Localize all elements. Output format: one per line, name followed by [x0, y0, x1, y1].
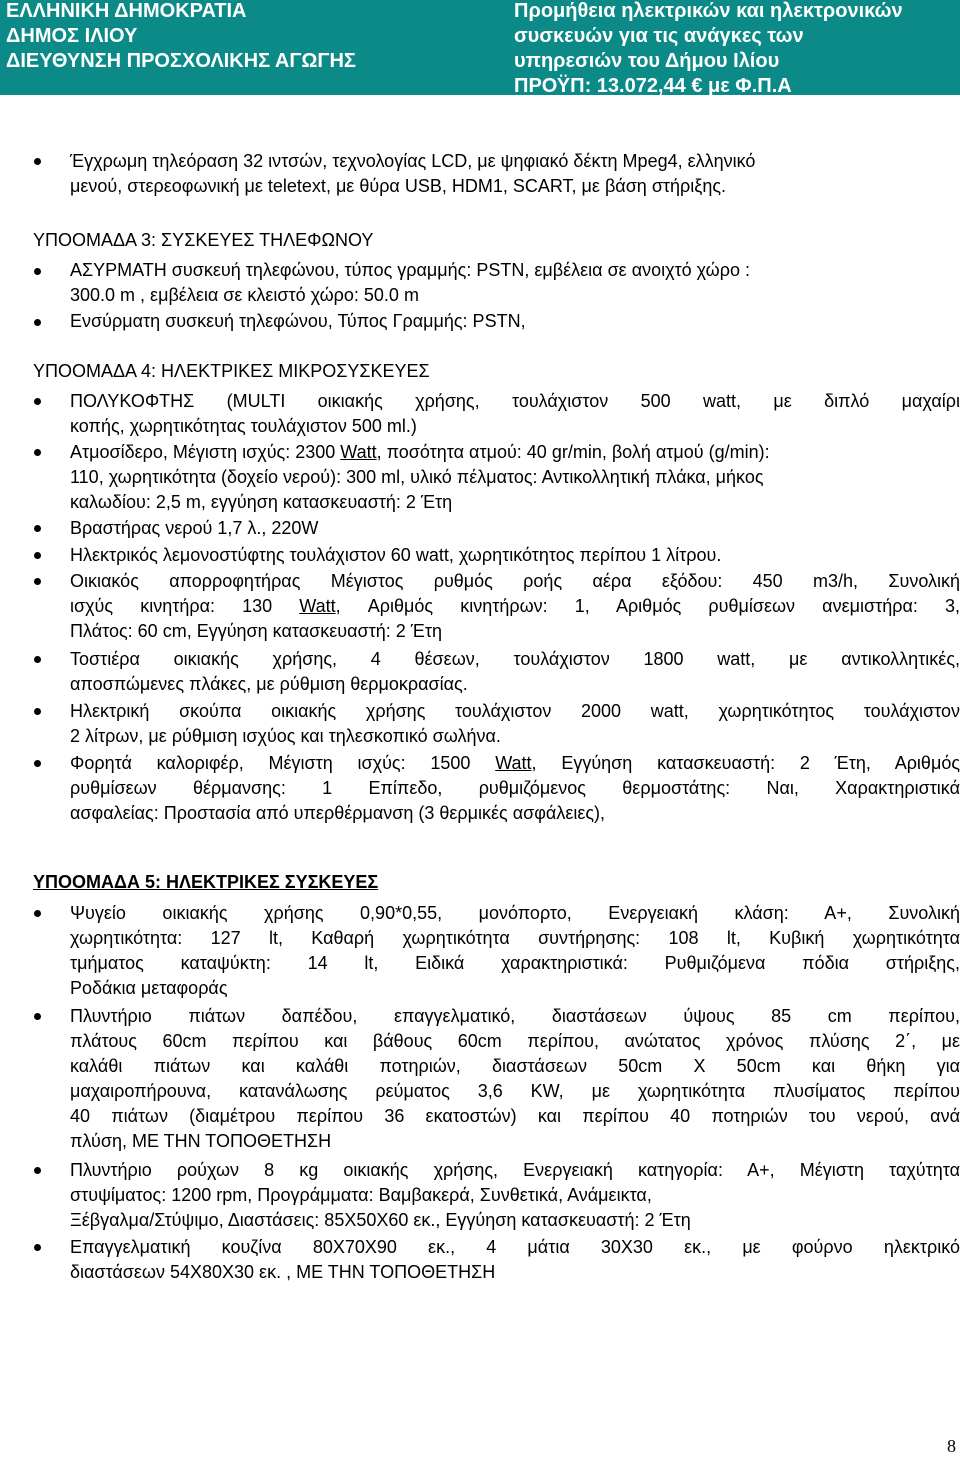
list-item: Επαγγελματική κουζίνα 80Χ70Χ90 εκ., 4 μάτια 30Χ30 εκ., με φούρνο ηλεκτρικό διαστάσεων 54Χ80Χ30 εκ. , ΜΕ ΤΗΝ ΤΟΠΟΘΕΤΗΣΗ	[70, 1237, 960, 1282]
underlined-unit: Watt	[340, 442, 377, 462]
list-item: Ηλεκτρική σκούπα οικιακής χρήσης τουλάχιστον 2000 watt, χωρητικότητος τουλάχιστον 2 λίτρων, με ρύθμιση ισχύος και τηλεσκοπικό σωλήνα.	[70, 701, 960, 746]
page-number: 8	[947, 1436, 956, 1456]
header-budget: ΠΡΟΫΠ: 13.072,44 € με Φ.Π.Α	[514, 75, 792, 97]
list-item: ΑΣΥΡΜΑΤΗ συσκευή τηλεφώνου, τύπος γραμμής: PSTN, εμβέλεια σε ανοιχτό χώρο : 300.0 m , εμβέλεια σε κλειστό χώρο: 50.0 m	[70, 260, 750, 305]
header-right-block	[514, 0, 903, 99]
bullet	[34, 910, 41, 917]
header-country: ΕΛΛΗΝΙΚΗ ΔΗΜΟΚΡΑΤΙΑ	[6, 0, 247, 22]
list-item: Ηλεκτρικός λεμονοστύφτης τουλάχιστον 60 watt, χωρητικότητος περίπου 1 λίτρου.	[70, 545, 722, 565]
document-header	[0, 0, 960, 95]
header-project-line-1: Προμήθεια ηλεκτρικών και ηλεκτρονικών	[514, 0, 903, 22]
underlined-unit: Watt	[495, 753, 532, 773]
list-item: Ενσύρματη συσκευή τηλεφώνου, Τύπος Γραμμής: PSTN,	[70, 311, 526, 331]
list-item: ΠΟΛΥΚΟΦΤΗΣ (MULTI οικιακής χρήσης, τουλάχιστον 500 watt, με διπλό μαχαίρι κοπής, χωρητικότητας τουλάχιστον 500 ml.)	[70, 391, 960, 436]
heater-line-1: Φορητά καλοριφέρ, Μέγιστη ισχύς: 1500 Watt, Εγγύηση κατασκευαστή: 2 Έτη, Αριθμός	[70, 753, 960, 773]
bullet	[34, 552, 41, 559]
list-item: Φορητά καλοριφέρ, Μέγιστη ισχύς: 1500 Watt, Εγγύηση κατασκευαστή: 2 Έτη, Αριθμός ρυθμίσεων θέρμανσης: 1 Επίπεδο, ρυθμιζόμενος θερμοστάτης: Ναι, Χαρακτηριστικά ασφαλείας: Προστασία από υπερθέρμανση (3 θερμικές ασφάλειες),	[70, 753, 960, 823]
list-item: Ατμοσίδερο, Μέγιστη ισχύς: 2300 Watt, ποσότητα ατμού: 40 gr/min, βολή ατμού (g/min): 110, χωρητικότητα (δοχείο νερού): 300 ml, υλικό πέλματος: Αντικολλητική πλάκα, μήκος καλωδίου: 2,5 m, εγγύηση κατασκευαστή: 2 Έτη	[70, 440, 960, 515]
list-item: Ψυγείο οικιακής χρήσης 0,90*0,55, μονόπορτο, Ενεργειακή κλάση: Α+, Συνολική χωρητικότητα: 127 lt, Καθαρή χωρητικότητα συντήρησης: 108 lt, Κυβική χωρητικότητα τμήματος καταψύκτη: 14 lt, Ειδικά χαρακτηριστικά: Ρυθμιζόμενα πόδια στήριξης, Ροδάκια μεταφοράς	[70, 903, 960, 998]
hood-line-2: ισχύς κινητήρα: 130 Watt, Αριθμός κινητήρων: 1, Αριθμός ρυθμίσεων ανεμιστήρα: 3,	[70, 596, 960, 616]
list-item: Έγχρωμη τηλεόραση 32 ιντσών, τεχνολογίας LCD, με ψηφιακό δέκτη Mpeg4, ελληνικό μενού, στερεοφωνική με teletext, με θύρα USB, HDM1, SCART, με βάση στήριξης.	[70, 151, 756, 196]
bullet	[34, 525, 41, 532]
bullet	[34, 1013, 41, 1020]
list-item: Βραστήρας νερού 1,7 λ., 220W	[70, 518, 319, 538]
bullet	[34, 319, 41, 326]
subgroup-4-title: ΥΠΟΟΜΑΔΑ 4: ΗΛΕΚΤΡΙΚΕΣ ΜΙΚΡΟΣΥΣΚΕΥΕΣ	[33, 361, 430, 381]
list-item: Οικιακός απορροφητήρας Μέγιστος ρυθμός ροής αέρα εξόδου: 450 m3/h, Συνολική ισχύς κινητήρα: 130 Watt, Αριθμός κινητήρων: 1, Αριθμός ρυθμίσεων ανεμιστήρα: 3, Πλάτος: 60 cm, Εγγύηση κατασκευαστή: 2 Έτη	[70, 571, 960, 641]
header-municipality: ΔΗΜΟΣ ΙΛΙΟΥ	[6, 25, 138, 47]
iron-line-1: Ατμοσίδερο, Μέγιστη ισχύς: 2300 Watt, ποσότητα ατμού: 40 gr/min, βολή ατμού (g/min):	[70, 442, 770, 462]
bullet	[34, 760, 41, 767]
bullet	[34, 708, 41, 715]
list-item: Τοστιέρα οικιακής χρήσης, 4 θέσεων, τουλάχιστον 1800 watt, με αντικολλητικές, αποσπώμενες πλάκες, με ρύθμιση θερμοκρασίας.	[70, 649, 960, 694]
list-item: Πλυντήριο πιάτων δαπέδου, επαγγελματικό, διαστάσεων ύψους 85 cm περίπου, πλάτους 60cm περίπου και βάθους 60cm περίπου, ανώτατος χρόνος πλύσης 2΄, με καλάθι πιάτων και καλάθι ποτηριών, διαστάσεων 50cm Χ 50cm και θήκη για μαχαιροπήρουνα, κατανάλωσης ρεύματος 3,6 KW, με χωρητικότητα πλυσίματος περίπου 40 πιάτων (διαμέτρου περίπου 36 εκατοστών) και περίπου 40 ποτηριών του νερού, ανά πλύση, ΜΕ ΤΗΝ ΤΟΠΟΘΕΤΗΣΗ	[70, 1006, 960, 1151]
bullet	[34, 578, 41, 585]
subgroup-5-title: ΥΠΟΟΜΑΔΑ 5: ΗΛΕΚΤΡΙΚΕΣ ΣΥΣΚΕΥΕΣ	[33, 872, 379, 892]
header-left-block	[6, 0, 356, 74]
header-department: ΔΙΕΥΘΥΝΣΗ ΠΡΟΣΧΟΛΙΚΗΣ ΑΓΩΓΗΣ	[6, 50, 356, 72]
underlined-unit: Watt	[299, 596, 336, 616]
header-project-line-2: συσκευών για τις ανάγκες των	[514, 25, 804, 47]
bullet	[34, 1167, 41, 1174]
bullet	[34, 449, 41, 456]
list-item: Πλυντήριο ρούχων 8 κg οικιακής χρήσης, Ενεργειακή κατηγορία: Α+, Μέγιστη ταχύτητα στυψίματος: 1200 rpm, Προγράμματα: Βαμβακερά, Συνθετικά, Ανάμεικτα, Ξέβγαλμα/Στύψιμο, Διαστάσεις: 85Χ50Χ60 εκ., Εγγύηση κατασκευαστή: 2 Έτη	[70, 1160, 960, 1230]
bullet	[34, 656, 41, 663]
subgroup-3-title: ΥΠΟΟΜΑΔΑ 3: ΣΥΣΚΕΥΕΣ ΤΗΛΕΦΩΝΟΥ	[33, 230, 374, 250]
header-project-line-3: υπηρεσιών του Δήμου Ιλίου	[514, 50, 780, 72]
bullet	[34, 398, 41, 405]
bullet	[34, 268, 41, 275]
bullet	[34, 1244, 41, 1251]
bullet	[34, 158, 41, 165]
